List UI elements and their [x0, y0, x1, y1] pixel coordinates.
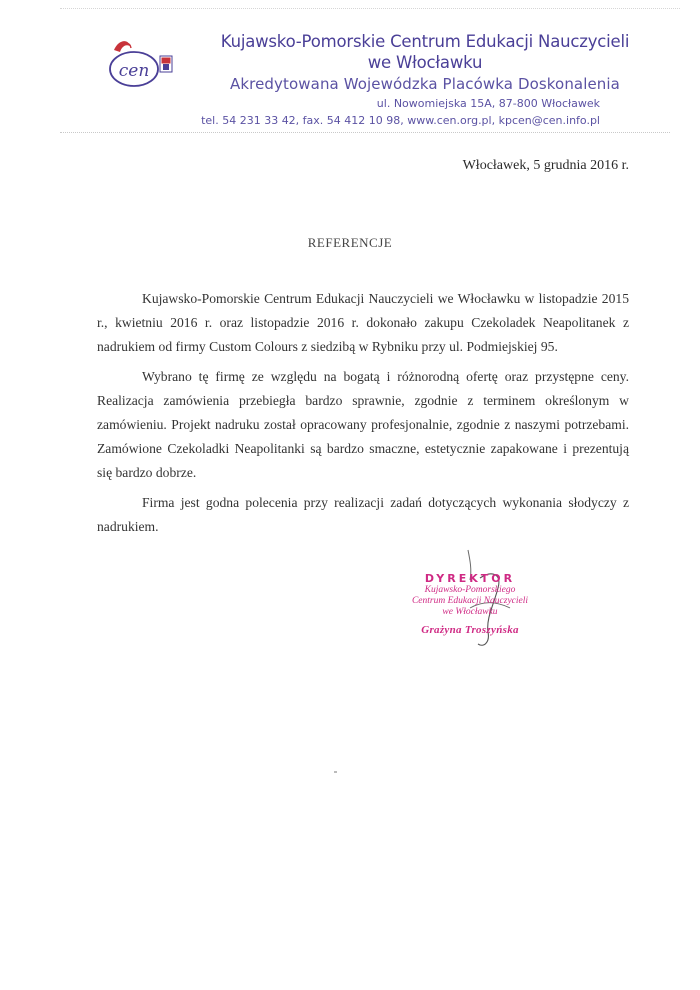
- document-title: REFERENCJE: [307, 235, 393, 250]
- city-coat-of-arms-icon: [160, 56, 172, 72]
- stamp-line: Kujawsko-Pomorskiego: [424, 585, 516, 595]
- org-name-line1: Kujawsko-Pomorskie Centrum Edukacji Nauczycieli: [220, 32, 630, 51]
- scan-speck: [334, 771, 337, 773]
- org-contact: tel. 54 231 33 42, fax. 54 412 10 98, www.cen.org.pl, kpcen@cen.info.pl: [201, 114, 600, 127]
- cen-logo: [100, 30, 182, 98]
- stamp-line: we Włocławku: [442, 607, 498, 617]
- header-divider: [60, 132, 670, 133]
- accreditation: Akredytowana Wojewódzka Placówka Doskonalenia: [230, 75, 620, 93]
- stamp-signatory-name: Grażyna Troszyńska: [421, 624, 519, 636]
- org-name-line2: we Włocławku: [367, 53, 483, 72]
- letter-body: [97, 287, 629, 545]
- paragraph: Kujawsko-Pomorskie Centrum Edukacji Nauczycieli we Włocławku w listopadzie 2015 r., kwietniu 2016 r. oraz listopadzie 2016 r. dokonało zakupu Czekoladek Neapolitanek z nadrukiem od firmy Custom Colours z siedzibą w Rybniku przy ul. Podmiejskiej 95.: [97, 291, 629, 354]
- director-stamp: [380, 572, 560, 636]
- paragraph: Wybrano tę firmę ze względu na bogatą i różnorodną ofertę oraz przystępne ceny. Realizacja zamówienia przebiegła bardzo sprawnie, zgodnie z terminem określonym w zamówieniu. Projekt nadruku został opracowany profesjonalnie, zgodnie z naszymi potrzebami. Zamówione Czekoladki Neapolitanki są bardzo smaczne, estetycznie zapakowane i prezentują się bardzo dobrze.: [97, 369, 629, 480]
- logo-text: cen: [118, 61, 150, 81]
- dove-emblem-icon: [110, 41, 158, 86]
- stamp-line: Centrum Edukacji Nauczycieli: [411, 596, 529, 606]
- letter-date: Włocławek, 5 grudnia 2016 r.: [462, 158, 629, 173]
- paragraph: Firma jest godna polecenia przy realizacji zadań dotyczących wykonania słodyczy z nadrukiem.: [97, 495, 629, 534]
- stamp-title: DYREKTOR: [424, 572, 516, 585]
- org-name: [195, 31, 655, 73]
- letterhead: [0, 0, 700, 135]
- org-address: ul. Nowomiejska 15A, 87-800 Włocławek: [376, 97, 600, 110]
